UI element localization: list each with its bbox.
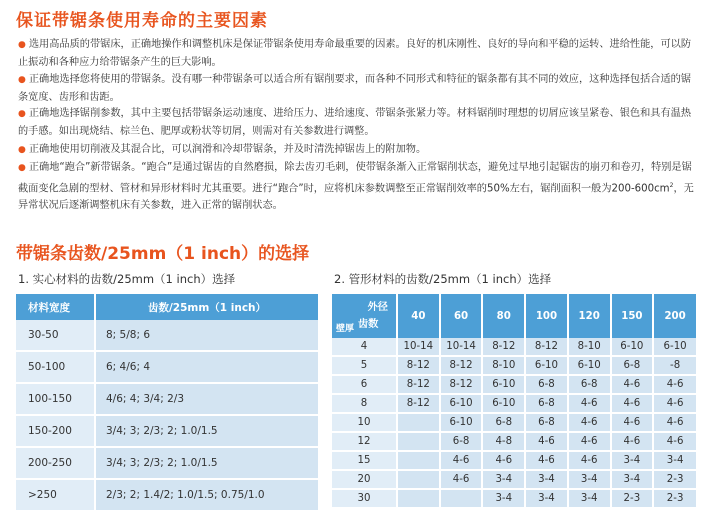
table-row bbox=[16, 383, 318, 415]
teeth-cell: 4-6 bbox=[611, 394, 654, 413]
table-row bbox=[332, 470, 696, 489]
teeth-cell: 8; 5/8; 6 bbox=[95, 320, 318, 351]
table-row bbox=[332, 394, 696, 413]
paragraph-2: ● 正确地选择您将使用的带锯条。没有哪一种带锯条可以适合所有锯削要求，而各种不同形式和特征的锯条都有其不同的效应，这种选择包括合适的锯条宽度、齿形和齿距。 bbox=[18, 74, 692, 103]
teeth-cell: 4-6 bbox=[611, 432, 654, 451]
paragraph-4: ● 正确地使用切削液及其混合比，可以润滑和冷却带锯条，并及时清洗掉锯齿上的附加物。 bbox=[18, 144, 427, 155]
table-row bbox=[16, 447, 318, 479]
table-row bbox=[16, 351, 318, 383]
teeth-cell bbox=[397, 432, 440, 451]
teeth-cell: 8-12 bbox=[525, 338, 568, 356]
subtitle-tube: 2. 管形材料的齿数/25mm（1 inch）选择 bbox=[334, 272, 552, 286]
table-row bbox=[332, 338, 696, 356]
teeth-cell: 4-6 bbox=[568, 413, 611, 432]
teeth-cell: 4-6 bbox=[482, 451, 525, 470]
column-header-diameter: 150 bbox=[611, 294, 654, 338]
teeth-cell: 2-3 bbox=[653, 470, 696, 489]
teeth-cell: 8-12 bbox=[397, 375, 440, 394]
teeth-cell: 3-4 bbox=[525, 489, 568, 508]
teeth-cell bbox=[397, 470, 440, 489]
teeth-cell: 8-12 bbox=[440, 356, 483, 375]
column-header-diameter: 80 bbox=[482, 294, 525, 338]
teeth-cell bbox=[397, 451, 440, 470]
teeth-cell bbox=[440, 489, 483, 508]
teeth-cell: 4-6 bbox=[611, 413, 654, 432]
teeth-cell: 8-12 bbox=[440, 375, 483, 394]
paragraph-5: ● 正确地“跑合”新带锯条。“跑合”是通过锯齿的自然磨损，除去齿刃毛刺，使带锯条渐入正常锯削状态，避免过早地引起锯齿的崩刃和卷刃，特别是锯截面变化急剧的型材、管材和异形材料时尤其重要。进行“跑合”时，应将机床参数调整至正常锯削效率的50%左右，锯削面积一般为$200-600cm^2$，无异常状况后逐渐调整机床有关参数，进入正常的锯削状态。 bbox=[18, 162, 694, 212]
width-cell: 200-250 bbox=[16, 447, 95, 479]
header-width: 材料宽度 bbox=[16, 294, 95, 320]
width-cell: >250 bbox=[16, 479, 95, 511]
section-title-teeth-selection: 带锯条齿数/25mm（1 inch）的选择 bbox=[16, 244, 310, 264]
teeth-cell: 6-10 bbox=[611, 338, 654, 356]
teeth-cell: 4-6 bbox=[440, 451, 483, 470]
table-row bbox=[332, 375, 696, 394]
teeth-cell: 3/4; 3; 2/3; 2; 1.0/1.5 bbox=[95, 415, 318, 447]
table-row bbox=[332, 413, 696, 432]
teeth-cell: 2/3; 2; 1.4/2; 1.0/1.5; 0.75/1.0 bbox=[95, 479, 318, 511]
column-header-diameter: 40 bbox=[397, 294, 440, 338]
teeth-cell: 6-10 bbox=[440, 413, 483, 432]
teeth-cell: 6-8 bbox=[440, 432, 483, 451]
teeth-cell: 6-10 bbox=[482, 394, 525, 413]
teeth-cell: 6-10 bbox=[482, 375, 525, 394]
teeth-cell: 4-6 bbox=[653, 413, 696, 432]
teeth-cell: 6-8 bbox=[482, 413, 525, 432]
teeth-cell: 4-6 bbox=[525, 451, 568, 470]
teeth-cell: 8-10 bbox=[568, 338, 611, 356]
teeth-cell: 4-6 bbox=[568, 432, 611, 451]
wall-thickness-cell: 6 bbox=[332, 375, 397, 394]
teeth-cell: 4-6 bbox=[653, 375, 696, 394]
wall-thickness-cell: 20 bbox=[332, 470, 397, 489]
teeth-cell: 6-10 bbox=[440, 394, 483, 413]
teeth-cell bbox=[397, 413, 440, 432]
teeth-cell: 3-4 bbox=[568, 470, 611, 489]
table-row bbox=[16, 479, 318, 511]
teeth-cell: 8-12 bbox=[397, 394, 440, 413]
table-row bbox=[332, 489, 696, 508]
width-cell: 50-100 bbox=[16, 351, 95, 383]
column-header-diameter: 100 bbox=[525, 294, 568, 338]
paragraph-1: ● 选用高品质的带锯床，正确地操作和调整机床是保证带锯条使用寿命最重要的因素。良好的机床刚性、良好的导向和平稳的运转、进给性能，可以防止振动和各种应力给带锯条产生的巨大影响。 bbox=[18, 39, 692, 68]
solid-material-table bbox=[16, 294, 318, 512]
header-teeth: 齿数/25mm（1 inch） bbox=[95, 294, 318, 320]
wall-thickness-cell: 15 bbox=[332, 451, 397, 470]
teeth-cell: 6-8 bbox=[611, 356, 654, 375]
table-row bbox=[16, 415, 318, 447]
column-header-diameter: 60 bbox=[440, 294, 483, 338]
width-cell: 150-200 bbox=[16, 415, 95, 447]
teeth-cell: 3-4 bbox=[611, 470, 654, 489]
teeth-cell: 4-6 bbox=[653, 394, 696, 413]
wall-thickness-cell: 10 bbox=[332, 413, 397, 432]
table-row bbox=[332, 356, 696, 375]
teeth-cell: 3-4 bbox=[482, 470, 525, 489]
bullet-icon: ● bbox=[18, 163, 26, 173]
teeth-cell: 4-6 bbox=[525, 432, 568, 451]
bullet-icon: ● bbox=[18, 75, 26, 85]
wall-thickness-cell: 4 bbox=[332, 338, 397, 356]
teeth-cell: 6-8 bbox=[568, 375, 611, 394]
column-header-diameter: 120 bbox=[568, 294, 611, 338]
wall-thickness-cell: 12 bbox=[332, 432, 397, 451]
teeth-cell: 6-10 bbox=[653, 338, 696, 356]
subtitle-solid: 1. 实心材料的齿数/25mm（1 inch）选择 bbox=[18, 272, 236, 286]
bullet-icon: ● bbox=[18, 109, 26, 119]
teeth-cell: 3-4 bbox=[482, 489, 525, 508]
teeth-cell: 4-6 bbox=[440, 470, 483, 489]
column-header-diameter: 200 bbox=[653, 294, 696, 338]
wall-thickness-cell: 30 bbox=[332, 489, 397, 508]
width-cell: 100-150 bbox=[16, 383, 95, 415]
wall-thickness-cell: 8 bbox=[332, 394, 397, 413]
teeth-cell: 4-6 bbox=[611, 375, 654, 394]
bullet-icon: ● bbox=[18, 145, 26, 155]
section-title-life-factors: 保证带锯条使用寿命的主要因素 bbox=[16, 11, 268, 31]
width-cell: 30-50 bbox=[16, 320, 95, 351]
teeth-cell: 6-8 bbox=[525, 394, 568, 413]
teeth-cell: 2-3 bbox=[653, 489, 696, 508]
teeth-cell: 4/6; 4; 3/4; 2/3 bbox=[95, 383, 318, 415]
table-corner-header: 外径 壁厚 齿数 bbox=[332, 294, 397, 338]
teeth-cell: 3-4 bbox=[525, 470, 568, 489]
teeth-cell: 6-8 bbox=[525, 375, 568, 394]
table-row bbox=[332, 432, 696, 451]
tube-material-table bbox=[332, 294, 696, 509]
wall-thickness-cell: 5 bbox=[332, 356, 397, 375]
teeth-cell bbox=[397, 489, 440, 508]
teeth-cell: 8-12 bbox=[482, 338, 525, 356]
teeth-cell: 3-4 bbox=[568, 489, 611, 508]
table-row bbox=[332, 451, 696, 470]
teeth-cell: 10-14 bbox=[397, 338, 440, 356]
teeth-cell: 4-6 bbox=[653, 432, 696, 451]
teeth-cell: -8 bbox=[653, 356, 696, 375]
teeth-cell: 8-10 bbox=[482, 356, 525, 375]
teeth-cell: 8-12 bbox=[397, 356, 440, 375]
teeth-cell: 3-4 bbox=[611, 451, 654, 470]
teeth-cell: 6-10 bbox=[568, 356, 611, 375]
teeth-cell: 4-6 bbox=[568, 394, 611, 413]
teeth-cell: 10-14 bbox=[440, 338, 483, 356]
table-row bbox=[16, 320, 318, 351]
teeth-cell: 3/4; 3; 2/3; 2; 1.0/1.5 bbox=[95, 447, 318, 479]
teeth-cell: 4-6 bbox=[568, 451, 611, 470]
teeth-cell: 2-3 bbox=[611, 489, 654, 508]
bullet-icon: ● bbox=[18, 40, 26, 50]
teeth-cell: 6-10 bbox=[525, 356, 568, 375]
teeth-cell: 6; 4/6; 4 bbox=[95, 351, 318, 383]
paragraph-3: ● 正确地选择锯削参数，其中主要包括带锯条运动速度、进给压力、进给速度、带锯条张紧力等。材料锯削时理想的切屑应该呈紧卷、银色和具有温热的手感。如出现烧结、棕兰色、肥厚或粉状等切屑，则需对有关参数进行调整。 bbox=[18, 108, 692, 137]
teeth-cell: 4-8 bbox=[482, 432, 525, 451]
teeth-cell: 3-4 bbox=[653, 451, 696, 470]
teeth-cell: 6-8 bbox=[525, 413, 568, 432]
